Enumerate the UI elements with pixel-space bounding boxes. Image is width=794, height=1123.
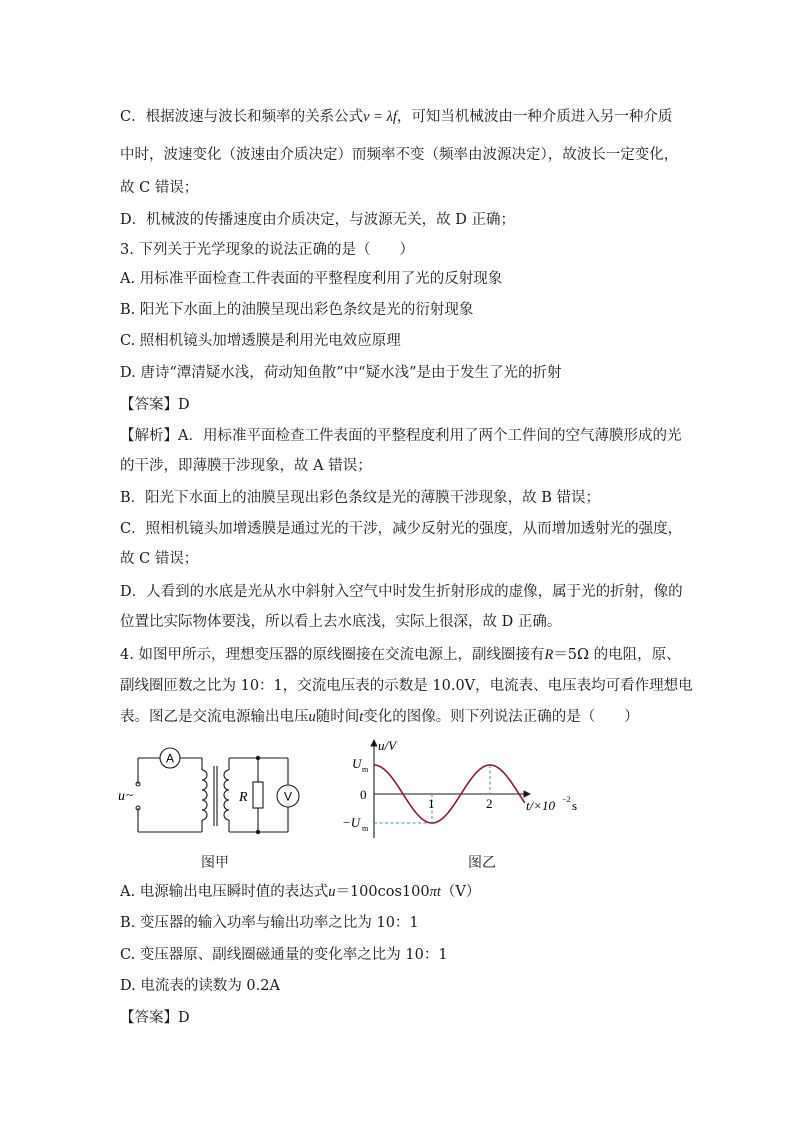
text-segment: ＝5Ω 的电阻，原、 (553, 647, 681, 663)
ac-source-icon: ~ (126, 787, 134, 802)
var-u: u (328, 884, 336, 900)
question-4-stem (120, 645, 681, 665)
origin-label: 0 (360, 787, 367, 802)
analysis-line: B．阳光下水面上的油膜呈现出彩色条纹是光的薄膜干涉现象，故 B 错误； (120, 490, 601, 506)
text-segment: A. 电源输出电压瞬时值的表达式 (120, 884, 329, 900)
option-d: D. 唐诗“潭清疑水浅，荷动知鱼散”中“疑水浅”是由于发生了光的折射 (120, 365, 562, 381)
var-u: u (308, 709, 316, 725)
var-pit: πt (429, 884, 441, 900)
text-segment: 表。图乙是交流电源输出电压 (120, 709, 309, 725)
y-tick-bottom: −U (342, 815, 361, 830)
figure-a-caption: 图甲 (201, 855, 229, 871)
ammeter-label: A (165, 751, 175, 766)
y-tick-top: U (352, 756, 362, 771)
question-4-stem: 副线圈匝数之比为 10：1，交流电压表的示数是 10.0V，电流表、电压表均可看作理想电 (120, 678, 693, 694)
x-tick-1: 1 (428, 796, 435, 811)
x-axis-label: t/×10 (526, 798, 555, 813)
option-a: A. 用标准平面检查工件表面的平整程度利用了光的反射现象 (120, 271, 503, 287)
answer-label: 【答案】D (120, 1010, 190, 1026)
source-label: u (118, 789, 125, 804)
text-line: 故 C 错误； (120, 180, 199, 196)
x-axis-label-unit: s (572, 798, 578, 813)
text-line (120, 107, 672, 127)
analysis-line: D．人看到的水底是光从水中斜射入空气中时发生折射形成的虚像，属于光的折射，像的 (120, 584, 683, 600)
text-segment: （V） (440, 884, 481, 900)
text-segment: ＝100cos100 (335, 884, 430, 900)
option-a (120, 882, 480, 902)
x-axis-label-sup: −2 (562, 795, 571, 804)
text-segment: 变化的图像。则下列说法正确的是（ ） (363, 709, 639, 725)
option-b: B. 阳光下水面上的油膜呈现出彩色条纹是光的衍射现象 (120, 302, 474, 318)
analysis-line: 的干涉，即薄膜干涉现象，故 A 错误； (120, 458, 372, 474)
option-b: B. 变压器的输入功率与输出功率之比为 10：1 (120, 915, 419, 931)
analysis-line: 【解析】A．用标准平面检查工件表面的平整程度利用了两个工件间的空气薄膜形成的光 (120, 428, 682, 444)
y-axis-label: u/V (378, 738, 397, 753)
option-c: C. 照相机镜头加增透膜是利用光电效应原理 (120, 333, 401, 349)
analysis-line: 故 C 错误； (120, 551, 199, 567)
x-tick-2: 2 (486, 796, 493, 811)
figure-b-caption: 图乙 (468, 855, 496, 871)
text-segment: ，可知当机械波由一种介质进入另一种介质 (396, 109, 673, 125)
analysis-line: 位置比实际物体要浅，所以看上去水底浅，实际上很深，故 D 正确。 (120, 614, 562, 630)
option-d: D. 电流表的读数为 0.2A (120, 978, 280, 994)
question-4-stem (120, 707, 639, 727)
text-segment: C．根据波速与波长和频率的关系公式 (120, 109, 364, 125)
text-line: D．机械波的传播速度由介质决定，与波源无关，故 D 正确； (120, 212, 515, 228)
text-line: 中时，波速变化（波速由介质决定）而频率不变（频率由波源决定），故波长一定变化， (120, 147, 679, 163)
circuit-diagram (118, 738, 318, 842)
y-tick-bottom-sub: m (362, 824, 369, 833)
analysis-line: C．照相机镜头加增透膜是通过光的干涉，减少反射光的强度，从而增加透射光的强度， (120, 521, 683, 537)
var-t: t (359, 709, 364, 725)
wave-formula: v = λf (363, 109, 397, 125)
y-tick-top-sub: m (362, 765, 369, 774)
option-c: C. 变压器原、副线圈磁通量的变化率之比为 10：1 (120, 947, 448, 963)
voltmeter-label: V (283, 789, 293, 804)
answer-label: 【答案】D (120, 397, 190, 413)
resistor-label: R (239, 790, 248, 805)
resistor-symbol: R (544, 647, 554, 663)
text-segment: 4. 如图甲所示，理想变压器的原线圈接在交流电源上，副线圈接有 (120, 647, 545, 663)
voltage-time-graph (338, 734, 588, 844)
question-3-stem: 3. 下列关于光学现象的说法正确的是（ ） (120, 242, 414, 258)
text-segment: 随时间 (315, 709, 360, 725)
